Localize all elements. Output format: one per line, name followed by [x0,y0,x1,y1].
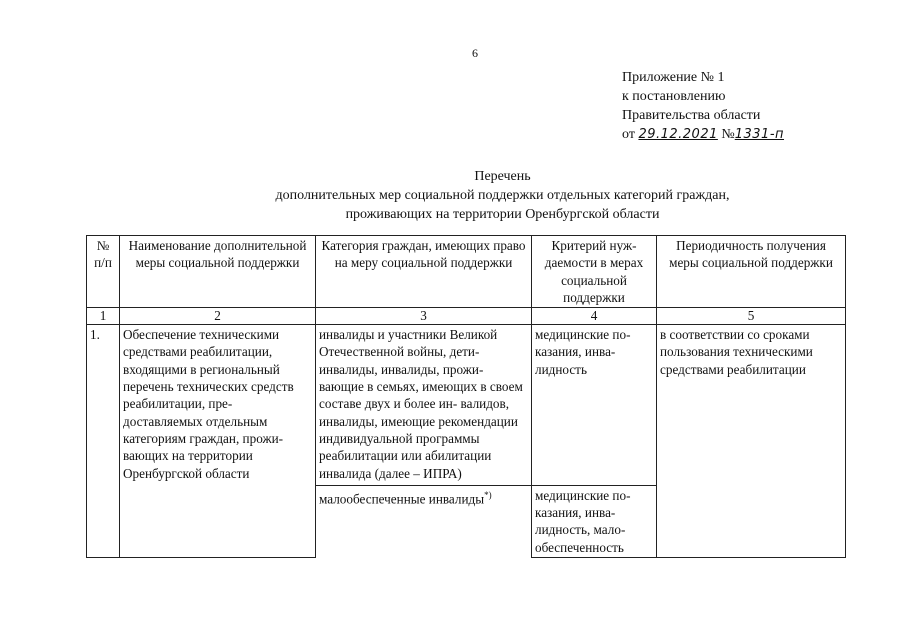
periodicity-cell: в соответствии со сроками пользования техническими средствами реабилитации [657,325,846,558]
header-citizen-category: Категория граждан, имеющих право на меру социальной поддержки [316,236,532,308]
appendix-block [622,68,784,144]
column-number: 1 [87,308,120,325]
appendix-line-3: Правительства области [622,108,761,123]
appendix-date-prefix: от [622,127,635,142]
criterion-cell: медицинские по- казания, инва- лидность [532,325,657,486]
criterion-cell: медицинские по- казания, инва- лидность, мало- обеспеченность [532,485,657,557]
category-cell: инвалиды и участники Великой Отечественной войны, дети- инвалиды, инвалиды, прожи- вающие в семьях, имеющих в своем составе двух и более ин- валидов, инвалиды, имеющие рекомендации индивидуальной программы реабилитации или абилитации инвалида (далее – ИПРА) [316,325,532,486]
column-number: 2 [120,308,316,325]
header-number: № п/п [87,236,120,308]
header-periodicity: Периодичность получения меры социальной поддержки [657,236,846,308]
title-line-2: дополнительных мер социальной поддержки отдельных категорий граждан, [275,188,730,203]
title-line-1: Перечень [474,169,531,184]
header-need-criterion: Критерий нуж- даемости в мерах социальной поддержки [532,236,657,308]
category-text: малообеспеченные инвалиды [319,491,485,507]
appendix-line-2: к постановлению [622,89,726,104]
row-number: 1. [87,325,120,558]
appendix-date: 29.12.2021 [638,127,718,142]
measures-table [86,235,846,558]
measure-name-cell: Обеспечение техническими средствами реабилитации, входящими в региональный перечень технических средств реабилитации, пре- доставляемых отдельным категориям граждан, прожи- вающих на территории Оренбургской области [120,325,316,558]
table-row [87,325,846,486]
column-number: 4 [532,308,657,325]
appendix-line-1: Приложение № 1 [622,70,725,85]
column-number-row [87,308,846,325]
category-cell [316,485,532,557]
appendix-number: 1331-п [734,127,785,142]
page-number: 6 [472,46,478,60]
title-line-3: проживающих на территории Оренбургской области [345,207,660,222]
appendix-number-sign: № [721,127,735,142]
column-number: 5 [657,308,846,325]
header-measure-name: Наименование дополнительной меры социальной поддержки [120,236,316,308]
column-number: 3 [316,308,532,325]
footnote-mark: *) [484,489,492,500]
document-title [0,167,905,224]
table-header-row [87,236,846,308]
appendix-line-4 [622,125,784,144]
